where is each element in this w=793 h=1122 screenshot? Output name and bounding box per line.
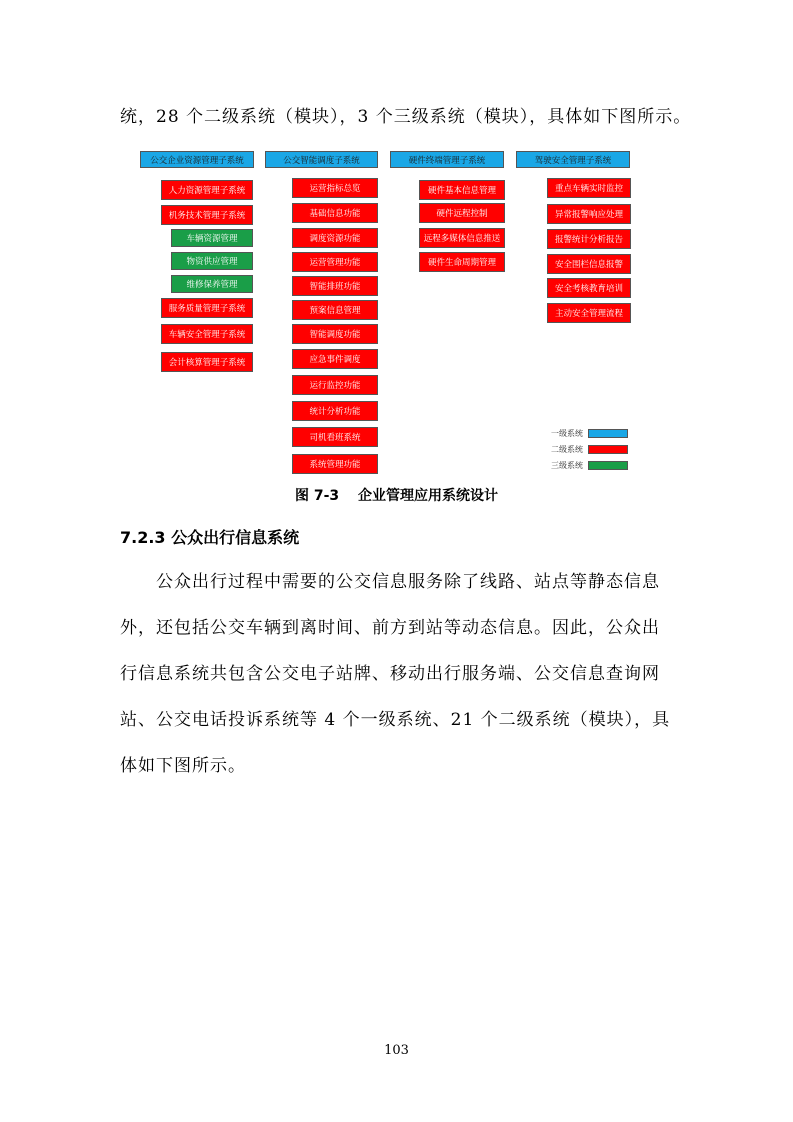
level2-system-box: 智能排班功能 xyxy=(292,276,378,296)
paragraph-line: 行信息系统共包含公交电子站牌、移动出行服务端、公交信息查询网 xyxy=(120,664,660,684)
legend-label-level2: 二级系统 xyxy=(551,445,583,454)
level2-system-box: 系统管理功能 xyxy=(292,454,378,474)
paragraph-line: 站、公交电话投诉系统等 4 个一级系统、21 个二级系统（模块），具 xyxy=(120,710,671,730)
legend-label-level3: 三级系统 xyxy=(551,461,583,470)
level2-system-box: 主动安全管理流程 xyxy=(547,303,631,323)
paragraph-line: 外，还包括公交车辆到离时间、前方到站等动态信息。因此，公众出 xyxy=(120,618,660,638)
level2-system-box: 运行监控功能 xyxy=(292,375,378,395)
paragraph-line: 公众出行过程中需要的公交信息服务除了线路、站点等静态信息 xyxy=(120,572,660,592)
level3-system-box: 维修保养管理 xyxy=(171,275,253,293)
level2-system-box: 硬件生命周期管理 xyxy=(419,252,505,272)
level2-system-box: 安全考核教育培训 xyxy=(547,278,631,298)
level2-system-box: 会计核算管理子系统 xyxy=(161,352,253,372)
legend-swatch-level2 xyxy=(588,445,628,454)
level2-system-box: 重点车辆实时监控 xyxy=(547,178,631,198)
level2-system-box: 远程多媒体信息推送 xyxy=(419,228,505,248)
paragraph-line: 体如下图所示。 xyxy=(120,756,246,776)
legend-label-level1: 一级系统 xyxy=(551,429,583,438)
level2-system-box: 硬件基本信息管理 xyxy=(419,180,505,200)
intro-line: 统，28 个二级系统（模块），3 个三级系统（模块），具体如下图所示。 xyxy=(120,107,692,127)
level2-system-box: 服务质量管理子系统 xyxy=(161,298,253,318)
level2-system-box: 统计分析功能 xyxy=(292,401,378,421)
legend-swatch-level1 xyxy=(588,429,628,438)
level2-system-box: 机务技术管理子系统 xyxy=(161,205,253,225)
level2-system-box: 车辆安全管理子系统 xyxy=(161,324,253,344)
level2-system-box: 硬件远程控制 xyxy=(419,203,505,223)
level3-system-box: 物资供应管理 xyxy=(171,252,253,270)
level2-system-box: 司机看班系统 xyxy=(292,427,378,447)
page-number: 103 xyxy=(384,1043,409,1058)
legend-swatch-level3 xyxy=(588,461,628,470)
level2-system-box: 智能调度功能 xyxy=(292,324,378,344)
level1-system-box: 公交智能调度子系统 xyxy=(265,151,378,168)
section-heading: 7.2.3 公众出行信息系统 xyxy=(120,528,300,547)
level2-system-box: 人力资源管理子系统 xyxy=(161,180,253,200)
level2-system-box: 应急事件调度 xyxy=(292,349,378,369)
figure-caption: 图 7-3 企业管理应用系统设计 xyxy=(294,488,499,504)
level2-system-box: 基础信息功能 xyxy=(292,203,378,223)
level3-system-box: 车辆资源管理 xyxy=(171,229,253,247)
level2-system-box: 异常报警响应处理 xyxy=(547,204,631,224)
level2-system-box: 运营管理功能 xyxy=(292,252,378,272)
level1-system-box: 驾驶安全管理子系统 xyxy=(516,151,630,168)
level2-system-box: 预案信息管理 xyxy=(292,300,378,320)
level1-system-box: 硬件终端管理子系统 xyxy=(390,151,504,168)
level1-system-box: 公交企业资源管理子系统 xyxy=(140,151,254,168)
level2-system-box: 安全围栏信息报警 xyxy=(547,254,631,274)
level2-system-box: 调度资源功能 xyxy=(292,228,378,248)
level2-system-box: 报警统计分析报告 xyxy=(547,229,631,249)
level2-system-box: 运营指标总览 xyxy=(292,178,378,198)
